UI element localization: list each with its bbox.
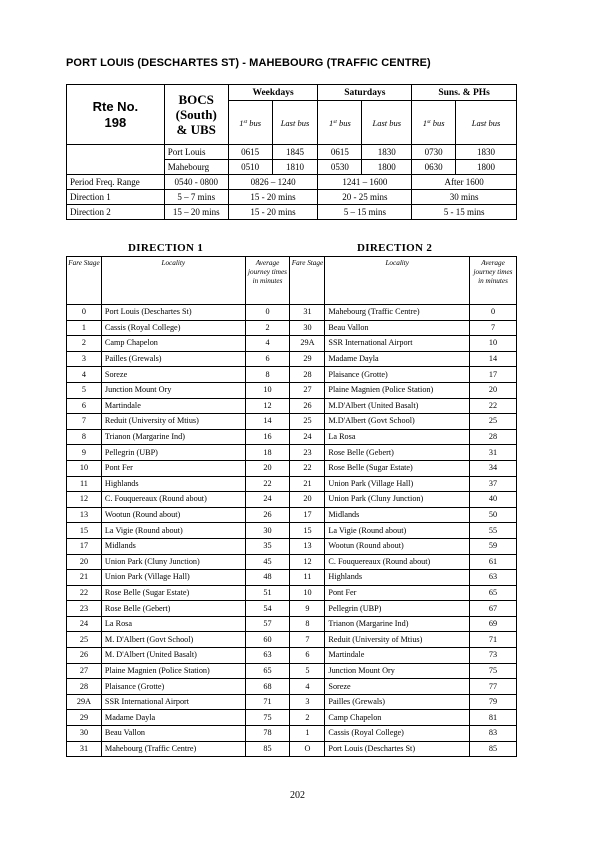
table-row bbox=[67, 601, 517, 617]
fare-stage-cell: 21 bbox=[290, 476, 325, 492]
locality-cell: Midlands bbox=[325, 507, 470, 523]
operator-line2: (South) bbox=[175, 107, 217, 122]
table-row bbox=[67, 492, 517, 508]
locality-cell: Cassis (Royal College) bbox=[101, 320, 245, 336]
fare-stage-cell: 31 bbox=[67, 741, 102, 757]
fare-stage-cell: 3 bbox=[67, 351, 102, 367]
fare-stage-cell: 15 bbox=[67, 523, 102, 539]
time-cell: 63 bbox=[470, 570, 517, 586]
locality-cell: Wootun (Round about) bbox=[101, 507, 245, 523]
table-row bbox=[67, 663, 517, 679]
fare-stage-cell: 5 bbox=[290, 663, 325, 679]
time-cell: 54 bbox=[245, 601, 290, 617]
locality-cell: Rose Belle (Gebert) bbox=[101, 601, 245, 617]
fare-stage-cell: 20 bbox=[67, 554, 102, 570]
locality-cell: C. Fouquereaux (Round about) bbox=[325, 554, 470, 570]
time-cell: 79 bbox=[470, 694, 517, 710]
time-cell: 0 bbox=[245, 305, 290, 321]
page-number: 202 bbox=[290, 790, 305, 801]
locality-cell: Pellegrin (UBP) bbox=[325, 601, 470, 617]
fare-stage-cell: 10 bbox=[67, 460, 102, 476]
fare-stage-cell: 24 bbox=[290, 429, 325, 445]
fare-stage-cell: 12 bbox=[290, 554, 325, 570]
fare-stage-cell: 11 bbox=[67, 476, 102, 492]
time-cell: 81 bbox=[470, 710, 517, 726]
fare-stage-cell: 28 bbox=[67, 679, 102, 695]
time-cell: 78 bbox=[245, 726, 290, 742]
fare-stage-cell: 9 bbox=[290, 601, 325, 617]
locality-cell: Reduit (University of Mtius) bbox=[325, 632, 470, 648]
time-cell: 30 bbox=[245, 523, 290, 539]
frequency-row-direction-1: Direction 1 5 – 7 mins 15 - 20 mins 20 - 25 mins 30 mins bbox=[67, 190, 517, 205]
last-bus-header: Last bus bbox=[362, 101, 412, 145]
time-cell: 12 bbox=[245, 398, 290, 414]
locality-cell: Pont Fer bbox=[325, 585, 470, 601]
table-row bbox=[67, 382, 517, 398]
time-cell: 40 bbox=[470, 492, 517, 508]
locality-cell: Plaisance (Grotte) bbox=[101, 679, 245, 695]
time-cell: 7 bbox=[470, 320, 517, 336]
time-cell: 85 bbox=[245, 741, 290, 757]
time-cell: 2 bbox=[245, 320, 290, 336]
locality-header: Locality bbox=[325, 257, 470, 305]
time-cell: 31 bbox=[470, 445, 517, 461]
times-row-port-louis: Port Louis 0615 1845 0615 1830 0730 1830 bbox=[67, 145, 517, 160]
fare-stage-cell: 13 bbox=[67, 507, 102, 523]
time-cell: 8 bbox=[245, 367, 290, 383]
locality-cell: Junction Mount Ory bbox=[101, 382, 245, 398]
time-cell: 75 bbox=[245, 710, 290, 726]
locality-cell: La Rosa bbox=[101, 616, 245, 632]
fare-stage-cell: 22 bbox=[290, 460, 325, 476]
fare-stage-cell: 30 bbox=[290, 320, 325, 336]
fare-table-header bbox=[67, 257, 517, 305]
table-row bbox=[67, 741, 517, 757]
fare-stage-header: Fare Stage bbox=[290, 257, 325, 305]
table-row bbox=[67, 570, 517, 586]
locality-cell: Soreze bbox=[325, 679, 470, 695]
locality-cell: Plaine Magnien (Police Station) bbox=[325, 382, 470, 398]
locality-cell: Union Park (Cluny Junction) bbox=[101, 554, 245, 570]
locality-cell: Rose Belle (Gebert) bbox=[325, 445, 470, 461]
fare-stage-cell: 1 bbox=[290, 726, 325, 742]
table-row bbox=[67, 429, 517, 445]
table-row bbox=[67, 632, 517, 648]
fare-stage-cell: 23 bbox=[67, 601, 102, 617]
table-row bbox=[67, 710, 517, 726]
time-cell: 67 bbox=[470, 601, 517, 617]
locality-cell: Beau Vallon bbox=[325, 320, 470, 336]
time-cell: 55 bbox=[470, 523, 517, 539]
locality-cell: Madame Dayla bbox=[101, 710, 245, 726]
time-cell: 83 bbox=[470, 726, 517, 742]
fare-stage-cell: 4 bbox=[67, 367, 102, 383]
locality-cell: Pailles (Grewals) bbox=[101, 351, 245, 367]
time-cell: 20 bbox=[470, 382, 517, 398]
locality-cell: Junction Mount Ory bbox=[325, 663, 470, 679]
table-row bbox=[67, 616, 517, 632]
locality-cell: Madame Dayla bbox=[325, 351, 470, 367]
time-cell: 65 bbox=[470, 585, 517, 601]
fare-stage-cell: 8 bbox=[67, 429, 102, 445]
locality-cell: Union Park (Village Hall) bbox=[101, 570, 245, 586]
fare-stage-cell: 23 bbox=[290, 445, 325, 461]
group-weekdays: Weekdays bbox=[228, 85, 318, 101]
time-cell: 63 bbox=[245, 648, 290, 664]
table-row bbox=[67, 445, 517, 461]
locality-cell: Cassis (Royal College) bbox=[325, 726, 470, 742]
locality-cell: Midlands bbox=[101, 538, 245, 554]
time-cell: 22 bbox=[470, 398, 517, 414]
fare-stage-cell: 29 bbox=[290, 351, 325, 367]
fare-stage-cell: 26 bbox=[290, 398, 325, 414]
fare-stage-cell: 29 bbox=[67, 710, 102, 726]
locality-cell: Union Park (Cluny Junction) bbox=[325, 492, 470, 508]
time-cell: 17 bbox=[470, 367, 517, 383]
locality-cell: Rose Belle (Sugar Estate) bbox=[101, 585, 245, 601]
table-row bbox=[67, 679, 517, 695]
locality-cell: Trianon (Margarine Ind) bbox=[325, 616, 470, 632]
fare-stage-cell: 25 bbox=[67, 632, 102, 648]
time-cell: 37 bbox=[470, 476, 517, 492]
fare-stage-cell: 11 bbox=[290, 570, 325, 586]
avg-time-header: Average journey times in minutes bbox=[470, 257, 517, 305]
time-cell: 0 bbox=[470, 305, 517, 321]
locality-cell: M.D'Albert (United Basalt) bbox=[325, 398, 470, 414]
time-cell: 45 bbox=[245, 554, 290, 570]
fare-stage-cell: 27 bbox=[290, 382, 325, 398]
fare-stage-cell: 20 bbox=[290, 492, 325, 508]
fare-stage-cell: 12 bbox=[67, 492, 102, 508]
route-number: 198 bbox=[104, 114, 127, 130]
fare-stage-cell: 17 bbox=[290, 507, 325, 523]
fare-stage-cell: 13 bbox=[290, 538, 325, 554]
table-row bbox=[67, 648, 517, 664]
group-sundays: Suns. & PHs bbox=[412, 85, 517, 101]
time-cell: 4 bbox=[245, 336, 290, 352]
fare-stage-cell: 6 bbox=[67, 398, 102, 414]
table-row bbox=[67, 398, 517, 414]
fare-stage-cell: 31 bbox=[290, 305, 325, 321]
locality-cell: Mahebourg (Traffic Centre) bbox=[325, 305, 470, 321]
table-row bbox=[67, 305, 517, 321]
time-cell: 68 bbox=[245, 679, 290, 695]
time-cell: 71 bbox=[470, 632, 517, 648]
locality-cell: Pellegrin (UBP) bbox=[101, 445, 245, 461]
fare-stage-cell: 28 bbox=[290, 367, 325, 383]
locality-cell: Union Park (Village Hall) bbox=[325, 476, 470, 492]
fare-stage-header: Fare Stage bbox=[67, 257, 102, 305]
fare-stage-cell: 29A bbox=[67, 694, 102, 710]
time-cell: 14 bbox=[245, 414, 290, 430]
time-cell: 71 bbox=[245, 694, 290, 710]
locality-cell: Martindale bbox=[325, 648, 470, 664]
locality-cell: SSR International Airport bbox=[101, 694, 245, 710]
time-cell: 61 bbox=[470, 554, 517, 570]
route-number-cell bbox=[67, 85, 165, 145]
table-row bbox=[67, 351, 517, 367]
direction-1-title: DIRECTION 1 bbox=[128, 242, 204, 254]
fare-stage-cell: 25 bbox=[290, 414, 325, 430]
locality-cell: Trianon (Margarine Ind) bbox=[101, 429, 245, 445]
time-cell: 50 bbox=[470, 507, 517, 523]
locality-cell: Highlands bbox=[101, 476, 245, 492]
locality-cell: Plaine Magnien (Police Station) bbox=[101, 663, 245, 679]
time-cell: 10 bbox=[470, 336, 517, 352]
first-bus-header: 1st bus bbox=[412, 101, 456, 145]
locality-cell: Rose Belle (Sugar Estate) bbox=[325, 460, 470, 476]
table-row bbox=[67, 523, 517, 539]
period-row: Period Freq. Range 0540 - 0800 0826 – 1240 1241 – 1600 After 1600 bbox=[67, 175, 517, 190]
fare-stage-cell: 22 bbox=[67, 585, 102, 601]
locality-cell: Pont Fer bbox=[101, 460, 245, 476]
group-saturdays: Saturdays bbox=[318, 85, 412, 101]
time-cell: 85 bbox=[470, 741, 517, 757]
time-cell: 57 bbox=[245, 616, 290, 632]
table-row bbox=[67, 554, 517, 570]
time-cell: 22 bbox=[245, 476, 290, 492]
time-cell: 69 bbox=[470, 616, 517, 632]
table-row bbox=[67, 414, 517, 430]
locality-cell: Port Louis (Deschartes St) bbox=[325, 741, 470, 757]
frequency-row-direction-2: Direction 2 15 – 20 mins 15 - 20 mins 5 – 15 mins 5 - 15 mins bbox=[67, 205, 517, 220]
locality-cell: C. Fouquereaux (Round about) bbox=[101, 492, 245, 508]
time-cell: 24 bbox=[245, 492, 290, 508]
locality-cell: Martindale bbox=[101, 398, 245, 414]
fare-stage-cell: 0 bbox=[67, 305, 102, 321]
fare-stage-cell: O bbox=[290, 741, 325, 757]
time-cell: 18 bbox=[245, 445, 290, 461]
time-cell: 26 bbox=[245, 507, 290, 523]
first-bus-header: 1st bus bbox=[318, 101, 362, 145]
time-cell: 28 bbox=[470, 429, 517, 445]
locality-cell: M. D'Albert (United Basalt) bbox=[101, 648, 245, 664]
last-bus-header: Last bus bbox=[272, 101, 318, 145]
time-cell: 75 bbox=[470, 663, 517, 679]
time-cell: 59 bbox=[470, 538, 517, 554]
operator-cell bbox=[164, 85, 228, 145]
fare-stage-table bbox=[66, 256, 517, 757]
time-cell: 14 bbox=[470, 351, 517, 367]
time-cell: 20 bbox=[245, 460, 290, 476]
fare-stage-cell: 9 bbox=[67, 445, 102, 461]
locality-cell: La Rosa bbox=[325, 429, 470, 445]
route-summary-table bbox=[66, 84, 517, 220]
fare-stage-cell: 7 bbox=[67, 414, 102, 430]
fare-stage-cell: 27 bbox=[67, 663, 102, 679]
locality-cell: SSR International Airport bbox=[325, 336, 470, 352]
direction-2-title: DIRECTION 2 bbox=[357, 242, 433, 254]
locality-cell: Soreze bbox=[101, 367, 245, 383]
fare-stage-cell: 21 bbox=[67, 570, 102, 586]
time-cell: 10 bbox=[245, 382, 290, 398]
time-cell: 65 bbox=[245, 663, 290, 679]
table-row bbox=[67, 367, 517, 383]
fare-stage-cell: 17 bbox=[67, 538, 102, 554]
table-row bbox=[67, 320, 517, 336]
locality-cell: M.D'Albert (Govt School) bbox=[325, 414, 470, 430]
table-row bbox=[67, 538, 517, 554]
route-label: Rte No. bbox=[92, 98, 139, 114]
fare-stage-cell: 2 bbox=[290, 710, 325, 726]
time-cell: 6 bbox=[245, 351, 290, 367]
locality-cell: Reduit (University of Mtius) bbox=[101, 414, 245, 430]
last-bus-header: Last bus bbox=[456, 101, 517, 145]
operator-line1: BOCS bbox=[178, 92, 214, 107]
locality-cell: Camp Chapelon bbox=[101, 336, 245, 352]
fare-stage-cell: 2 bbox=[67, 336, 102, 352]
table-row bbox=[67, 585, 517, 601]
fare-stage-cell: 5 bbox=[67, 382, 102, 398]
locality-cell: La Vigie (Round about) bbox=[101, 523, 245, 539]
operator-line3: & UBS bbox=[176, 122, 216, 137]
locality-cell: M. D'Albert (Govt School) bbox=[101, 632, 245, 648]
page-title: PORT LOUIS (DESCHARTES ST) - MAHEBOURG (TRAFFIC CENTRE) bbox=[66, 57, 431, 69]
time-cell: 34 bbox=[470, 460, 517, 476]
locality-cell: Beau Vallon bbox=[101, 726, 245, 742]
time-cell: 35 bbox=[245, 538, 290, 554]
fare-stage-cell: 6 bbox=[290, 648, 325, 664]
locality-cell: Plaisance (Grotte) bbox=[325, 367, 470, 383]
locality-header: Locality bbox=[101, 257, 245, 305]
fare-stage-cell: 10 bbox=[290, 585, 325, 601]
fare-stage-cell: 4 bbox=[290, 679, 325, 695]
locality-cell: Wootun (Round about) bbox=[325, 538, 470, 554]
fare-stage-cell: 1 bbox=[67, 320, 102, 336]
locality-cell: Pailles (Grewals) bbox=[325, 694, 470, 710]
time-cell: 73 bbox=[470, 648, 517, 664]
locality-cell: Port Louis (Deschartes St) bbox=[101, 305, 245, 321]
first-bus-header: 1st bus bbox=[228, 101, 272, 145]
table-row bbox=[67, 726, 517, 742]
fare-stage-cell: 15 bbox=[290, 523, 325, 539]
avg-time-header: Average journey times in minutes bbox=[245, 257, 290, 305]
locality-cell: Highlands bbox=[325, 570, 470, 586]
fare-stage-cell: 3 bbox=[290, 694, 325, 710]
locality-cell: Mahebourg (Traffic Centre) bbox=[101, 741, 245, 757]
table-row bbox=[67, 336, 517, 352]
time-cell: 51 bbox=[245, 585, 290, 601]
time-cell: 77 bbox=[470, 679, 517, 695]
table-row bbox=[67, 694, 517, 710]
locality-cell: Camp Chapelon bbox=[325, 710, 470, 726]
fare-stage-cell: 24 bbox=[67, 616, 102, 632]
fare-stage-cell: 8 bbox=[290, 616, 325, 632]
times-row-mahebourg: Mahebourg 0510 1810 0530 1800 0630 1800 bbox=[67, 160, 517, 175]
time-cell: 48 bbox=[245, 570, 290, 586]
locality-cell: La Vigie (Round about) bbox=[325, 523, 470, 539]
fare-stage-cell: 29A bbox=[290, 336, 325, 352]
time-cell: 16 bbox=[245, 429, 290, 445]
fare-stage-cell: 30 bbox=[67, 726, 102, 742]
fare-stage-cell: 7 bbox=[290, 632, 325, 648]
table-row bbox=[67, 476, 517, 492]
time-cell: 60 bbox=[245, 632, 290, 648]
table-row bbox=[67, 507, 517, 523]
time-cell: 25 bbox=[470, 414, 517, 430]
fare-stage-cell: 26 bbox=[67, 648, 102, 664]
table-row bbox=[67, 460, 517, 476]
